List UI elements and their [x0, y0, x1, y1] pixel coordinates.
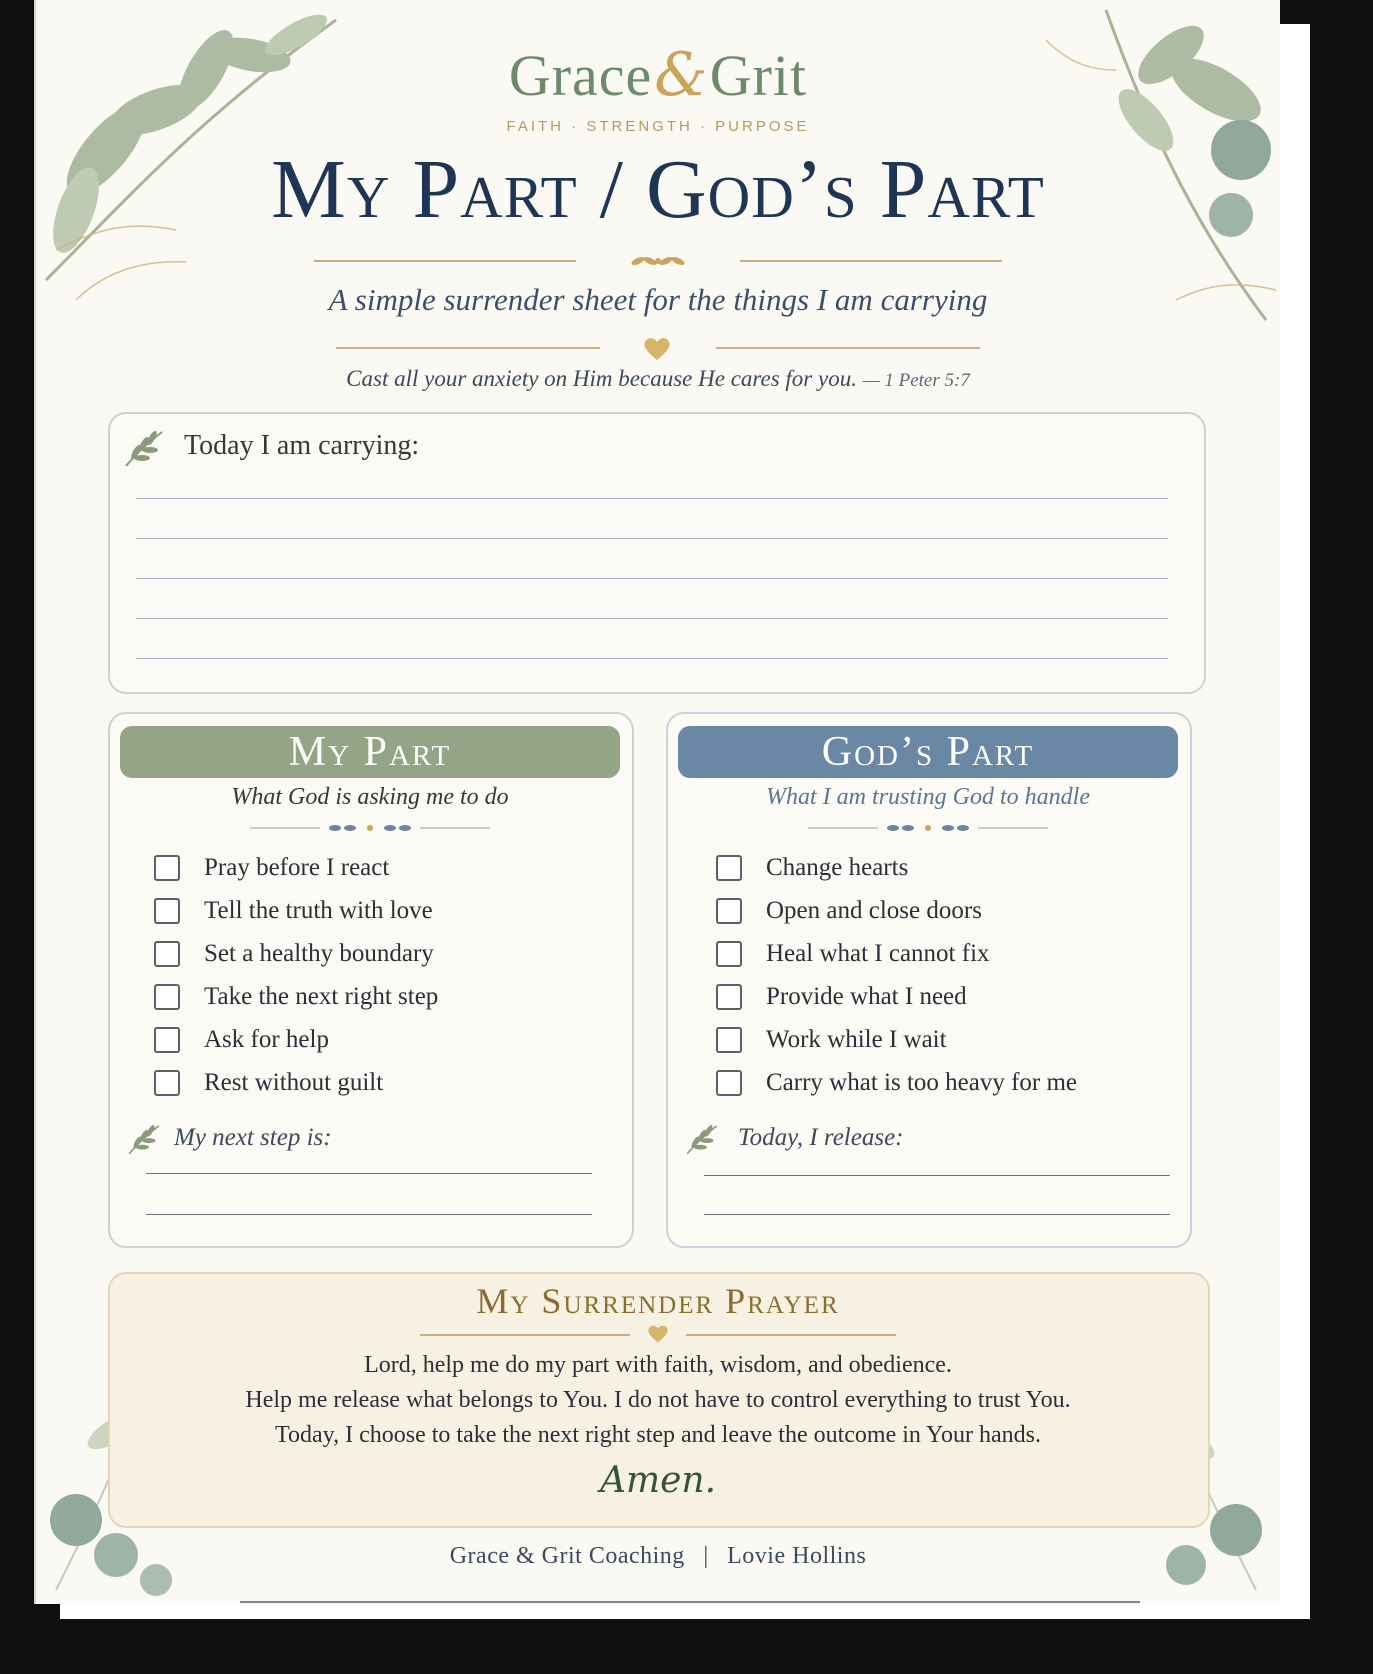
gods-part-item[interactable]: [716, 893, 982, 929]
gods-part-item[interactable]: [716, 936, 990, 972]
checkbox[interactable]: [154, 1027, 180, 1053]
checklist-label: Set a healthy boundary: [204, 940, 434, 967]
footer-author: Lovie Hollins: [727, 1543, 867, 1569]
checklist-label: Ask for help: [204, 1026, 329, 1053]
carrying-line-5[interactable]: [136, 658, 1168, 659]
brand-word-1: Grace: [508, 43, 653, 108]
gods-part-heading: God’s Part: [678, 726, 1178, 778]
release-line-2[interactable]: [704, 1214, 1170, 1215]
prayer-line: Help me release what belongs to You. I do not have to control everything to trust You.: [245, 1387, 1071, 1413]
page-title: My Part / God’s Part: [271, 143, 1045, 236]
brand-word-2: Grit: [709, 43, 808, 108]
gods-part-item[interactable]: [716, 1065, 1077, 1101]
checkbox[interactable]: [716, 1027, 742, 1053]
subtitle-divider-left: [336, 347, 600, 349]
checkbox[interactable]: [154, 898, 180, 924]
my-part-item[interactable]: [154, 1065, 383, 1101]
my-next-step-line-2[interactable]: [146, 1214, 592, 1215]
scripture-verse: [36, 366, 1280, 392]
checklist-label: Rest without guilt: [204, 1069, 384, 1096]
brand-logo: [36, 40, 1280, 110]
subtitle-divider-right: [716, 347, 980, 349]
my-part-item[interactable]: [154, 936, 434, 972]
gods-part-item[interactable]: [716, 979, 967, 1015]
checkbox[interactable]: [716, 984, 742, 1010]
carrying-line-2[interactable]: [136, 538, 1168, 539]
carrying-label: Today I am carrying:: [184, 430, 420, 461]
laurel-divider-icon: [608, 250, 708, 272]
checklist-label: Work while I wait: [766, 1026, 947, 1053]
my-part-item[interactable]: [154, 850, 389, 886]
checkbox[interactable]: [154, 1070, 180, 1096]
carrying-line-3[interactable]: [136, 578, 1168, 579]
verse-reference: — 1 Peter 5:7: [862, 370, 970, 391]
verse-text: Cast all your anxiety on Him because He cares for you.: [346, 366, 857, 391]
checkbox[interactable]: [716, 855, 742, 881]
footer-separator: |: [703, 1543, 709, 1569]
gods-part-subheading: What I am trusting God to handle: [766, 784, 1090, 810]
checklist-label: Carry what is too heavy for me: [766, 1069, 1078, 1096]
gods-part-item[interactable]: [716, 1022, 947, 1058]
prayer-amen: Amen.: [599, 1460, 717, 1501]
footer-org: Grace & Grit Coaching: [449, 1543, 685, 1569]
checklist-label: Open and close doors: [766, 897, 982, 924]
prayer-divider-right: [686, 1334, 896, 1336]
checklist-label: Provide what I need: [766, 983, 967, 1010]
gods-part-item[interactable]: [716, 850, 908, 886]
prayer-title: My Surrender Prayer: [476, 1281, 840, 1321]
brand-ampersand: &: [654, 40, 708, 110]
checklist-label: Change hearts: [766, 854, 909, 881]
release-line-1[interactable]: [704, 1175, 1170, 1176]
checkbox[interactable]: [154, 941, 180, 967]
title-divider-right: [740, 260, 1002, 262]
my-part-item[interactable]: [154, 893, 433, 929]
checklist-label: Heal what I cannot fix: [766, 940, 990, 967]
title-divider-left: [314, 260, 576, 262]
carrying-line-4[interactable]: [136, 618, 1168, 619]
my-part-subheading: What God is asking me to do: [231, 784, 509, 810]
today-release-label: Today, I release:: [738, 1124, 904, 1151]
brand-tagline: FAITH · STRENGTH · PURPOSE: [506, 118, 810, 135]
prayer-divider-left: [420, 1334, 630, 1336]
prayer-line: Today, I choose to take the next right step and leave the outcome in Your hands.: [275, 1422, 1041, 1448]
checkbox[interactable]: [154, 984, 180, 1010]
checklist-label: Take the next right step: [204, 983, 439, 1010]
footer-rule: [240, 1601, 1140, 1603]
worksheet-page: [34, 0, 1280, 1604]
my-part-item[interactable]: [154, 1022, 329, 1058]
page-subtitle: A simple surrender sheet for the things I am carrying: [328, 282, 988, 317]
my-part-item[interactable]: [154, 979, 438, 1015]
carrying-line-1[interactable]: [136, 498, 1168, 499]
checklist-label: Pray before I react: [204, 854, 390, 881]
footer-credit: [36, 1543, 1280, 1570]
my-next-step-line-1[interactable]: [146, 1173, 592, 1174]
checkbox[interactable]: [716, 898, 742, 924]
prayer-line: Lord, help me do my part with faith, wisdom, and obedience.: [364, 1352, 952, 1378]
my-part-heading: My Part: [120, 726, 620, 778]
my-next-step-label: My next step is:: [174, 1124, 332, 1151]
heart-icon: [642, 336, 672, 362]
checklist-label: Tell the truth with love: [204, 897, 433, 924]
checkbox[interactable]: [154, 855, 180, 881]
checkbox[interactable]: [716, 941, 742, 967]
checkbox[interactable]: [716, 1070, 742, 1096]
